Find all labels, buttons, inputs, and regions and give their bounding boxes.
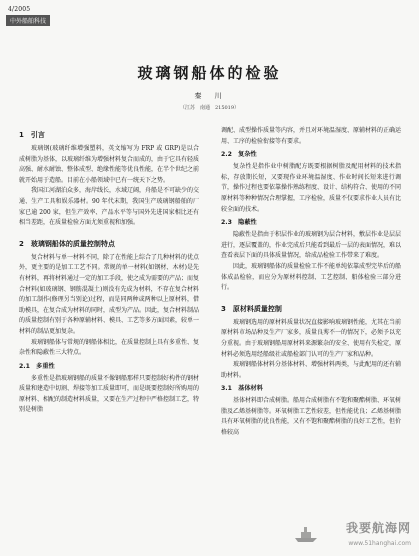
paragraph: 隐蔽性是指由于积层作业的玻璃钢为层合材料，敷层作业是层层进行，逐层覆盖的，作业完成后只能看到最后一层的表面情况，难以查看表层下面的具体质量情况，给成品检验工作带来了难度。 <box>221 231 402 260</box>
paragraph: 复杂性是指作业中树脂配方既要根据树脂及配用材料的技术指标，存放期长短，又要现作业环境温湿度、作业时间长短来进行调节，操作过程也要依靠操作熟练程度、设计、结构符合、使用的不同原材料等种种情况合理掌握，工序检验，质量不仅要求作业人员有比较全面的技术。 <box>221 163 402 213</box>
paragraph: 玻璃钢(玻璃纤维增强塑料，英文缩写为 FRP 或 GRP)是以合成树脂为基体，以玻璃纤维为增强材料复合而成的，由于它具有轻质高强、耐水耐蚀、整体成型、绝缘性能等优良性能，在半个世纪之前就开始用于造船。目前在小船领域中已有一统天下之势。 <box>19 145 200 184</box>
ship-logo-icon <box>293 524 319 544</box>
journal-name: 中外船舶科技 <box>6 15 50 26</box>
section-heading: 3 原材料质量控制 <box>221 304 282 313</box>
paragraph: 玻璃钢船体材料分基体材料、增强材料两类，与此配用的还有辅助材料。 <box>221 361 402 379</box>
paragraph: 基体材料即合成树脂。船用合成树脂有不饱和聚酯树脂、环氧树脂及乙烯基树脂等。环氧树脂工艺性较差，但性能优良；乙烯基树脂具有环氧树脂的优良性能，又有不饱和聚酯树脂的良好工艺性，但价格较高 <box>221 397 402 437</box>
paragraph: 调配、成型操作质量等内容，并且对环境温湿度、原辅材料的正确运用、工序的检验衔接等有要求。 <box>221 127 402 145</box>
subsection-heading: 2.3 隐蔽性 <box>221 219 257 227</box>
watermark-url: www.51hanghai.com <box>348 540 411 547</box>
issue-number: 4/2005 <box>8 6 31 13</box>
watermark-text: 我要航海网 <box>345 521 411 535</box>
affiliation: （江苏 南通 215019） <box>179 105 240 111</box>
left-column <box>19 126 199 416</box>
subsection-heading: 3.1 基体材料 <box>221 385 263 393</box>
right-column <box>221 126 401 439</box>
section-heading: 2 玻璃钢船体的质量控制特点 <box>19 239 115 248</box>
paper-title: 玻璃钢船体的检验 <box>137 64 282 82</box>
paragraph: 玻璃钢船体与常规的钢船体相比，在质量控制上具有多重性、复杂性和隐蔽性三大特点。 <box>19 338 200 357</box>
section-heading: 1 引言 <box>19 131 45 139</box>
paragraph: 我国江河湖泊众多，海岸线长，水域辽阔，舟船是不可缺少的交通、生产工具和娱乐器材。90 年代末期，我国生产玻璃钢船舶的厂家已逾 200 家，但生产效率、产品水平等与国外先进国家相比还有相当差距，在质量检验方面尤须重视和加强。 <box>19 187 200 227</box>
author: 秦 川 <box>194 92 225 100</box>
paragraph: 多重性是指玻璃钢船的质量不像钢船那样只要控制好构件的钢材质量和建造中切割、焊接等加工质量即可，而是既要控制好所购用的原材料、相配的制造材料质量，又要在生产过程中严格控制工艺，特别是树脂 <box>19 374 200 414</box>
paragraph: 玻璃钢选用的原材料质量状况直接影响玻璃钢性能，尤其在当前原材料市场品种及生产厂家多，质量良莠不一的情况下，必须予以充分重视。由于玻璃钢船用原材料来源繁杂的安全、使用有失检定，原材料必须选用经船级社或船检部门认可的生产厂家和品种。 <box>221 318 402 358</box>
paragraph: 复合材料与单一材料不同，除了在性能上综合了几种材料的优点外，更主要的是加工工艺不同。常规的单一材料(如钢材、木材)是先有材料，再将材料通过一定的加工手段，使之成为需要的产品；而复合材料(如玻璃钢、钢筋混凝土)则没有先成为材料，不存在复合材料的加工制作(修理另当别论)过程，而是同两种或两种以上原材料，借助模具，在复合成为材料的同时，成型为产品。因此，复合材料制品的质量控制有别于各种原辅材料、模具、工艺等多方面因素，较单一材料的制品更加复杂。 <box>19 253 200 335</box>
paragraph: 因此，玻璃钢船体的质量检验工作不能单纯依靠成型完毕后的船体成品检验，而应分为原材料控制、工艺控制、船体检验三部分进行。 <box>221 262 402 292</box>
subsection-heading: 2.1 多重性 <box>19 362 55 370</box>
subsection-heading: 2.2 复杂性 <box>221 151 257 159</box>
journal-header <box>0 0 419 38</box>
